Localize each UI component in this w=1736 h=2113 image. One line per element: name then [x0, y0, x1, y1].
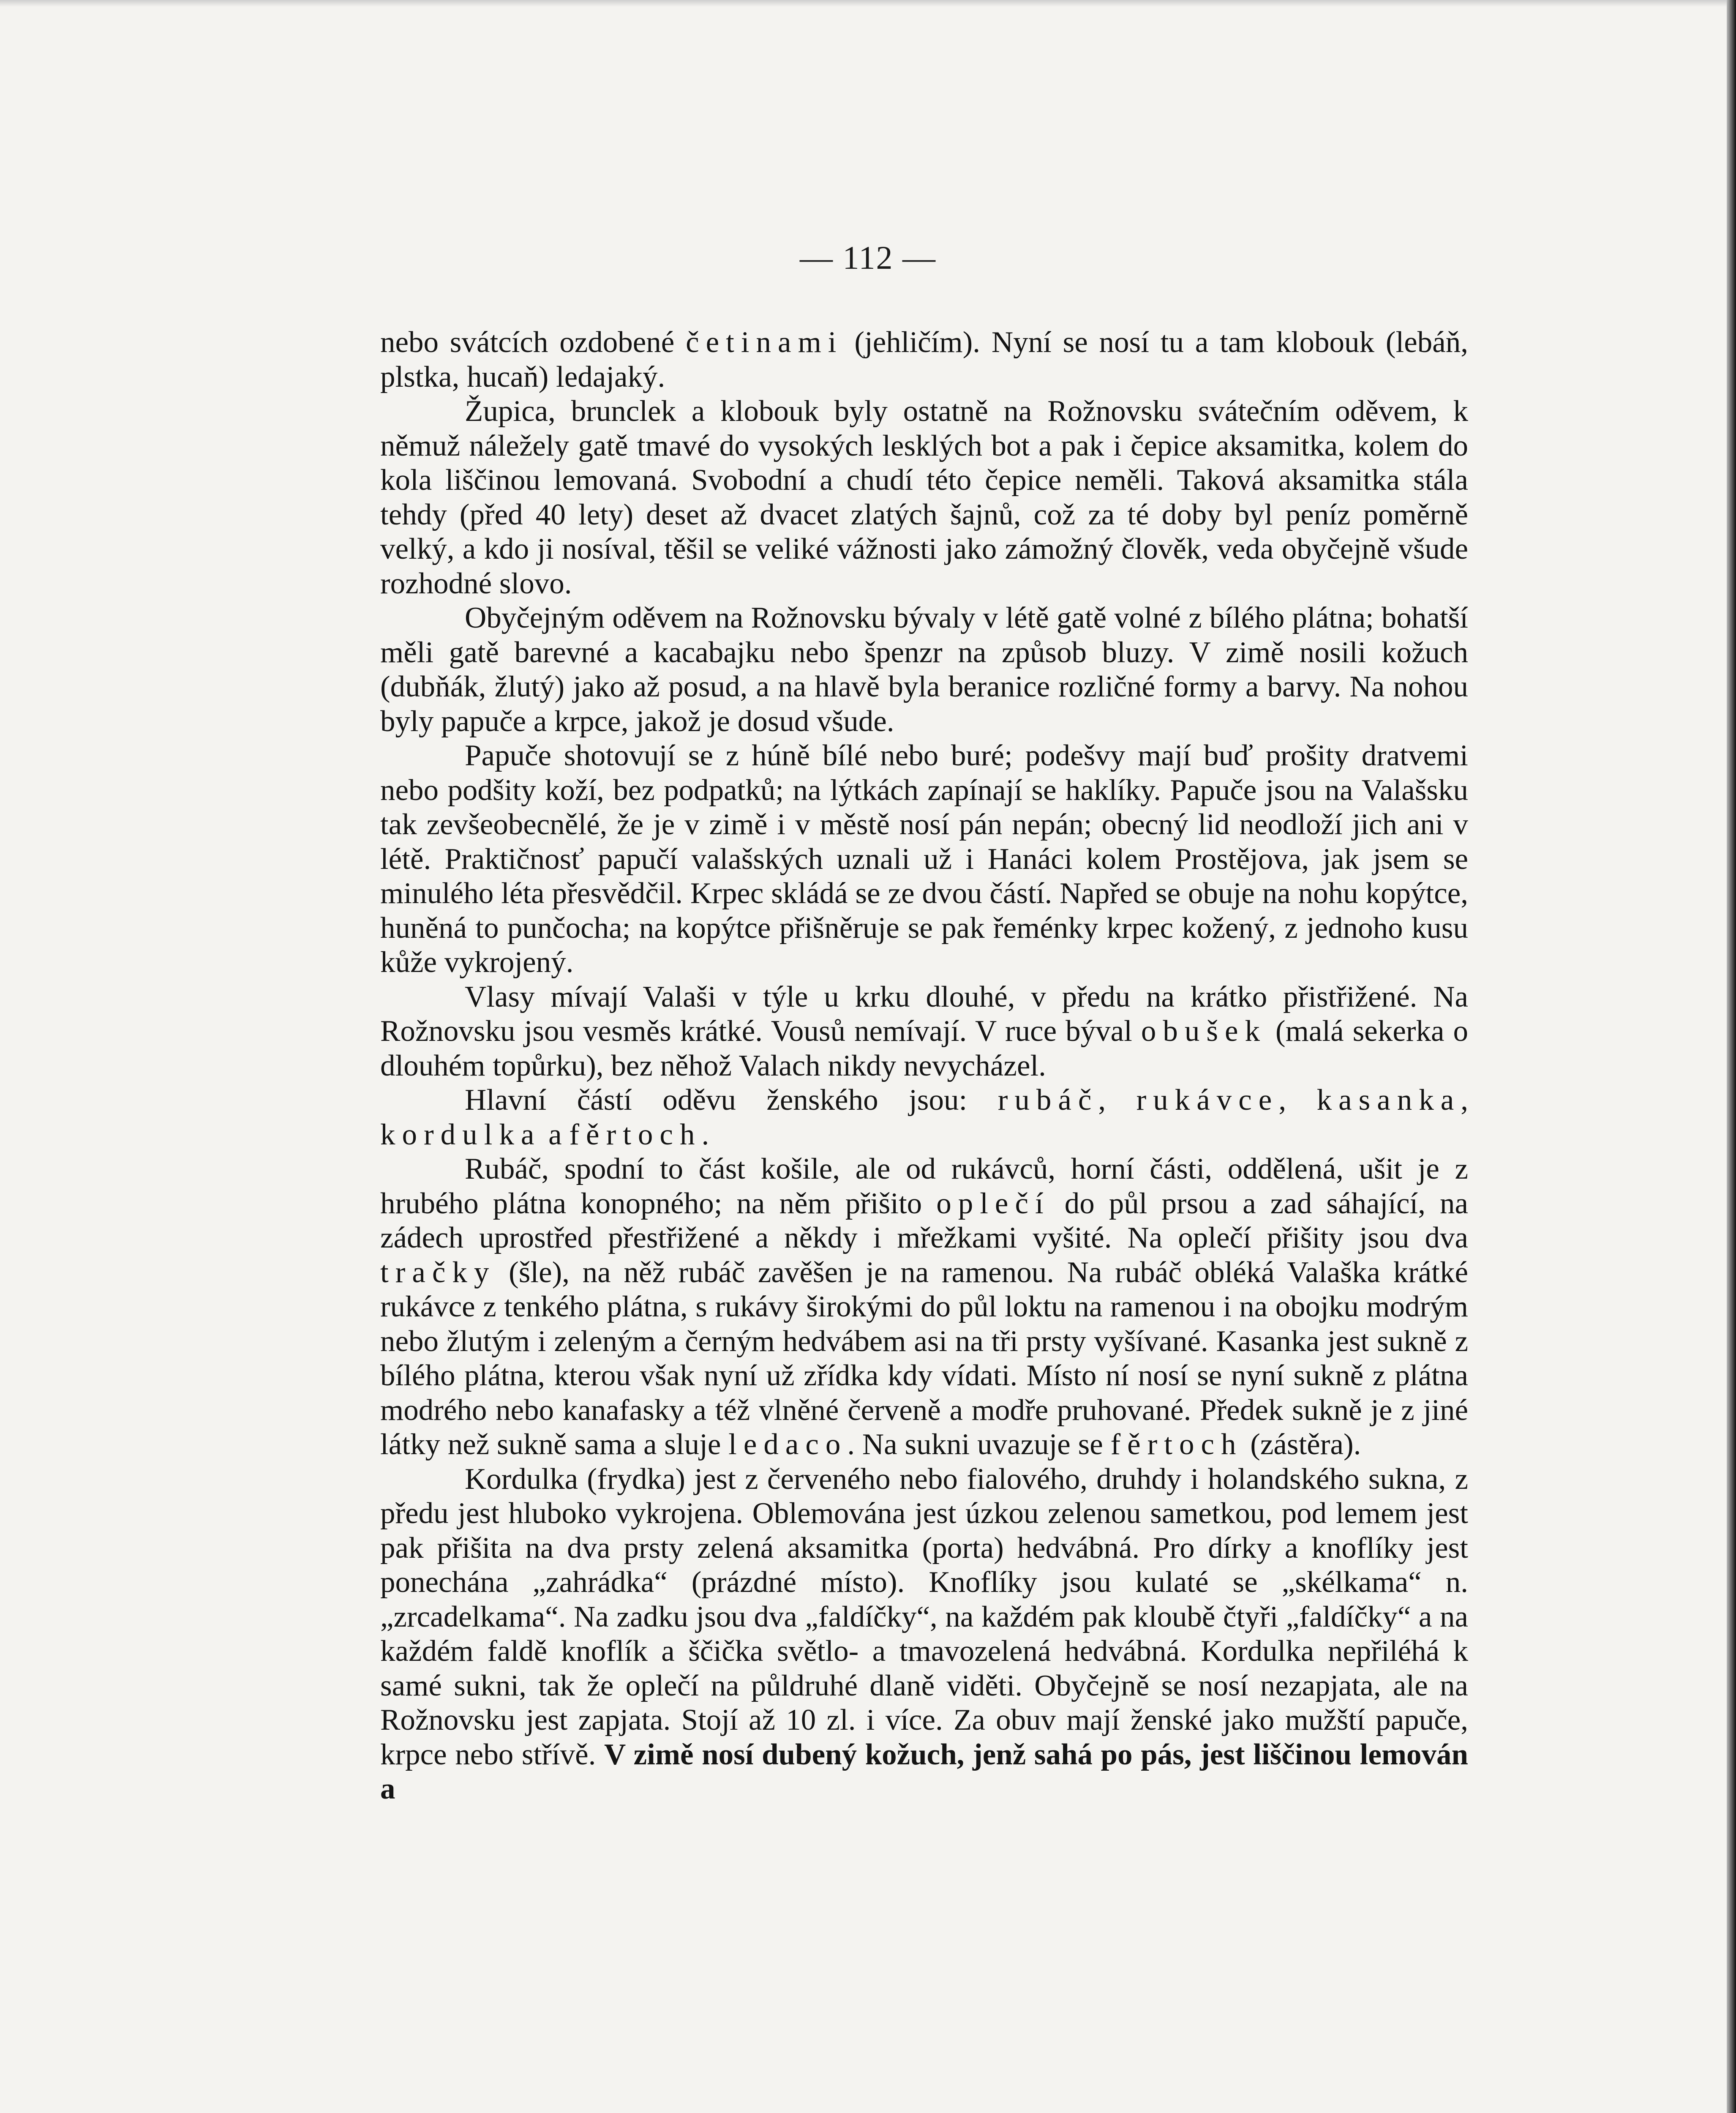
text-run: (zástěra). — [1243, 1428, 1361, 1461]
page-number: — 112 — — [799, 239, 937, 276]
text-run: (šle), na něž rubáč zavěšen je na ramenou. Na rubáč obléká Valaška krátké rukávce z tenkého plátna, s rukávy širokými do půl loktu na ramenou i na obojku modrým nebo žlutým i zeleným a černým hedvábem asi na tři prsty vyšívané. Kasanka jest sukně z bílého plátna, kterou však nyní už zřídka kdy vídati. Místo ní nosí se nyní sukně z plátna modrého nebo kanafasky a též vlněné červeně a modře pruhované. Předek sukně je z jiné látky než sukně sama a sluje — [380, 1256, 1468, 1461]
text-run: Vlasy mívají Valaši v týle u krku dlouhé, v předu na krátko přistřižené. Na Rožnovsku jsou vesměs krátké. Vousů nemívají. V ruce býval — [380, 980, 1468, 1048]
spaced-emphasis: ledaco — [728, 1428, 848, 1461]
spaced-emphasis: kasanka — [1316, 1084, 1461, 1117]
spaced-emphasis: obušek — [1141, 1015, 1267, 1048]
text-run: , — [1098, 1084, 1136, 1117]
text-run: , — [1278, 1084, 1317, 1117]
paragraph — [380, 325, 1468, 394]
text-run: Župica, brunclek a klobouk byly ostatně na Rožnovsku svátečním oděvem, k němuž náležely gatě tmavé do vysokých lesklých bot a pak i čepice aksamitka, kolem do kola liščinou lemovaná. Svobodní a chudí této čepice neměli. Taková aksamitka stála tehdy (před 40 lety) deset až dvacet zlatých šajnů, což za té doby byl peníz poměrně velký, a kdo ji nosíval, těšil se veliké vážnosti jako zámožný člověk, veda obyčejně všude rozhodné slovo. — [380, 395, 1468, 600]
text-run: nebo svátcích ozdobené — [380, 326, 686, 359]
text-run: Papuče shotovují se z húně bílé nebo buré; podešvy mají buď prošity dratvemi nebo podšity koží, bez podpatků; na lýtkách zapínají se haklíky. Papuče jsou na Valašsku tak zevšeobecnělé, že je v zimě i v městě nosí pán nepán; obecný lid neodloží jich ani v létě. Praktičnosť papučí valašských uznali už i Hanáci kolem Prostějova, jak jsem se minulého léta přesvědčil. Krpec skládá se ze dvou částí. Napřed se obuje na nohu kopýtce, huněná to punčocha; na kopýtce přišněruje se pak řeménky krpec kožený, z jednoho kusu kůže vykrojený. — [380, 739, 1468, 979]
spaced-emphasis: fěrtoch — [569, 1118, 702, 1151]
text-run: . — [701, 1118, 709, 1151]
spaced-emphasis: kordulka — [380, 1118, 541, 1151]
text-run: do půl prsou a zad sáhající, na zádech uprostřed přestřižené a někdy i mřežkami vyšité. Na oplečí přišity jsou dva — [380, 1187, 1468, 1254]
spaced-emphasis: rubáč — [997, 1084, 1098, 1117]
text-run: (jehličím). Nyní se nosí tu a tam klobouk (lebáň, plstka, hucaň) ledajaký. — [380, 326, 1468, 393]
paragraph — [380, 739, 1468, 980]
paragraph — [380, 394, 1468, 601]
paragraph — [380, 601, 1468, 739]
body-text — [380, 325, 1468, 1807]
scan-right-edge — [1727, 0, 1736, 2113]
bold-text: V zimě nosí dubený kožuch, jenž sahá po pás, jest liščinou lemován a — [380, 1738, 1468, 1805]
spaced-emphasis: fěrtoch — [1110, 1428, 1243, 1461]
spaced-emphasis: tračky — [380, 1256, 496, 1289]
paragraph — [380, 1462, 1468, 1807]
paragraph — [380, 1083, 1468, 1152]
spaced-emphasis: rukávce — [1136, 1084, 1279, 1117]
text-run: Kordulka (frydka) jest z červeného nebo fialového, druhdy i holandského sukna, z předu jest hluboko vykrojena. Oblemována jest úzkou zelenou sametkou, pod lemem jest pak přišita na dva prsty zelená aksamitka (porta) hedvábná. Pro dírky a knoflíky jest ponechána „zahrádka“ (prázdné místo). Knoflíky jsou kulaté se „skélkama“ n. „zrcadelkama“. Na zadku jsou dva „faldíčky“, na každém pak kloubě čtyři „faldíčky“ a na každém faldě knoflík a ščička světlo- a tmavozelená hedvábná. Kordulka nepřiléhá k samé sukni, tak že oplečí na půldruhé dlaně viděti. Obyčejně se nosí nezapjata, ale na Rožnovsku jest zapjata. Stojí až 10 zl. i více. Za obuv mají ženské jako mužští papuče, krpce nebo střívě. — [380, 1462, 1468, 1771]
paragraph — [380, 980, 1468, 1084]
spaced-emphasis: četinami — [686, 326, 843, 359]
text-run: . Na sukni uvazuje se — [847, 1428, 1111, 1461]
text-run: Rubáč, spodní to část košile, ale od rukávců, horní části, oddělená, ušit je z hrubého plátna konopného; na něm přišito — [380, 1152, 1468, 1220]
text-run: a — [541, 1118, 570, 1151]
scan-top-edge — [0, 0, 1736, 7]
spaced-emphasis: oplečí — [936, 1187, 1050, 1220]
text-run: , — [1461, 1084, 1468, 1117]
paragraph — [380, 1152, 1468, 1462]
text-run: Hlavní částí oděvu ženského jsou: — [465, 1084, 998, 1117]
text-run: Obyčejným oděvem na Rožnovsku bývaly v létě gatě volné z bílého plátna; bohatší měli gatě barevné a kacabajku nebo špenzr na způsob bluzy. V zimě nosili kožuch (dubňák, žlutý) jako až posud, a na hlavě byla beranice rozličné formy a barvy. Na nohou byly papuče a krpce, jakož je dosud všude. — [380, 601, 1468, 738]
text-run: (malá sekerka o dlouhém topůrku), bez něhož Valach nikdy nevycházel. — [380, 1015, 1468, 1082]
